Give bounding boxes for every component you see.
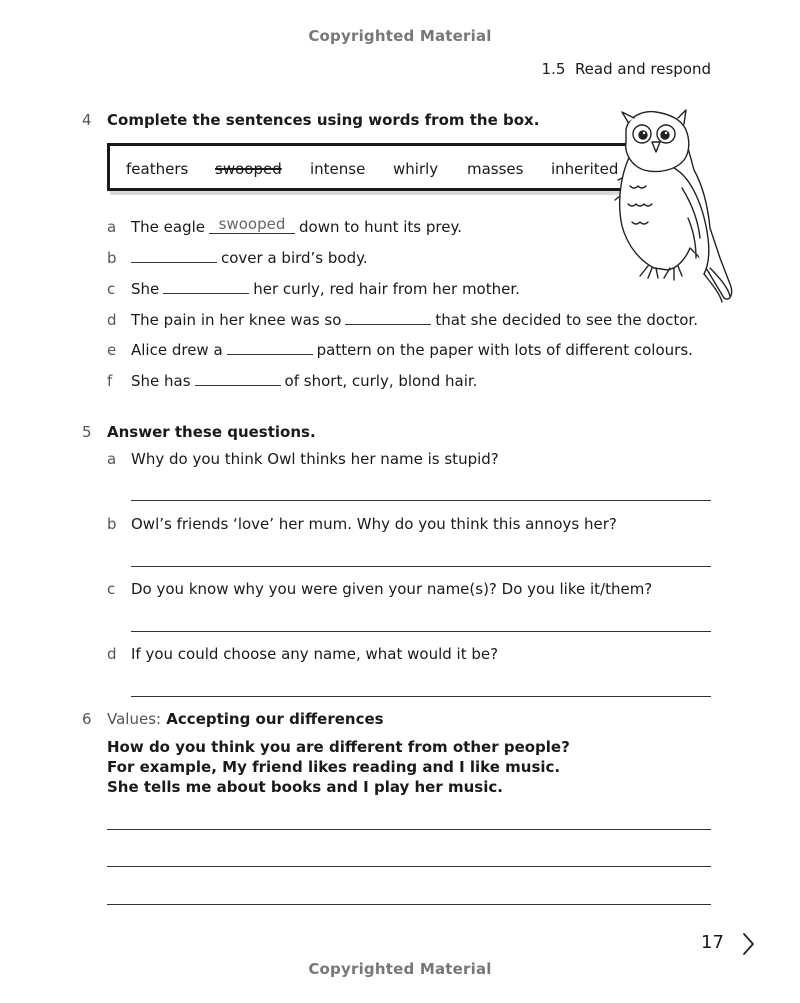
item-letter: e — [107, 341, 117, 359]
q6-prompt-line-3: She tells me about books and I play her music. — [107, 778, 503, 796]
answer-blank[interactable] — [195, 373, 281, 386]
item-letter: b — [107, 249, 117, 267]
question-4-number: 4 — [82, 111, 92, 129]
item-letter: f — [107, 372, 113, 390]
q4-sentence-e — [131, 341, 693, 359]
section-reference: 1.5 Read and respond — [541, 60, 711, 78]
sentence-text: She — [131, 280, 160, 298]
question-6-number: 6 — [82, 710, 92, 728]
question-6-heading — [107, 710, 384, 728]
values-label: Values: — [107, 710, 162, 728]
item-letter: c — [107, 580, 116, 598]
sentence-text: cover a bird’s body. — [221, 249, 368, 267]
q5-question-a: Why do you think Owl thinks her name is stupid? — [131, 450, 499, 468]
q4-sentence-b — [131, 249, 368, 267]
answer-line[interactable] — [131, 566, 711, 567]
answer-line[interactable] — [131, 696, 711, 697]
sentence-text: Alice drew a — [131, 341, 223, 359]
item-letter: a — [107, 218, 117, 236]
answer-blank[interactable] — [163, 281, 249, 294]
writing-line[interactable] — [107, 829, 711, 830]
word-feathers: feathers — [126, 160, 189, 178]
item-letter: d — [107, 645, 117, 663]
sentence-text: The eagle — [131, 218, 206, 236]
writing-line[interactable] — [107, 866, 711, 867]
sentence-text: that she decided to see the doctor. — [435, 311, 698, 329]
chevron-right-icon[interactable] — [740, 932, 756, 956]
word-inherited: inherited — [551, 160, 619, 178]
sentence-text: of short, curly, blond hair. — [284, 372, 478, 390]
values-title: Accepting our differences — [166, 710, 384, 728]
question-4-instruction: Complete the sentences using words from the box. — [107, 111, 540, 129]
q5-question-d: If you could choose any name, what would it be? — [131, 645, 499, 663]
question-5-number: 5 — [82, 423, 92, 441]
item-letter: b — [107, 515, 117, 533]
copyright-header: Copyrighted Material — [308, 27, 492, 45]
q4-sentence-c — [131, 280, 520, 298]
item-letter: d — [107, 311, 117, 329]
writing-line[interactable] — [107, 904, 711, 905]
sentence-text: down to hunt its prey. — [299, 218, 462, 236]
word-swooped: swooped — [215, 160, 282, 178]
sentence-text: She has — [131, 372, 191, 390]
q6-prompt-line-1: How do you think you are different from other people? — [107, 738, 570, 756]
answer-line[interactable] — [131, 500, 711, 501]
answer-blank[interactable] — [227, 342, 313, 355]
copyright-footer: Copyrighted Material — [308, 960, 492, 978]
owl-illustration — [612, 108, 737, 306]
word-intense: intense — [310, 160, 366, 178]
page-number: 17 — [701, 932, 724, 953]
sentence-text: The pain in her knee was so — [131, 311, 342, 329]
word-box — [107, 143, 647, 191]
q4-sentence-d — [131, 311, 698, 329]
item-letter: a — [107, 450, 117, 468]
q4-sentence-a — [131, 215, 462, 237]
answer-line[interactable] — [131, 631, 711, 632]
q4-sentence-f — [131, 372, 477, 390]
q5-question-c: Do you know why you were given your name(s)? Do you like it/them? — [131, 580, 653, 598]
sentence-text: pattern on the paper with lots of different colours. — [316, 341, 693, 359]
sentence-text: her curly, red hair from her mother. — [253, 280, 520, 298]
answer-swooped[interactable]: swooped — [209, 215, 295, 234]
q5-question-b: Owl’s friends ‘love’ her mum. Why do you think this annoys her? — [131, 515, 617, 533]
item-letter: c — [107, 280, 116, 298]
answer-blank[interactable] — [131, 250, 217, 263]
word-masses: masses — [467, 160, 524, 178]
word-whirly: whirly — [393, 160, 439, 178]
q6-prompt-line-2: For example, My friend likes reading and I like music. — [107, 758, 561, 776]
answer-blank[interactable] — [345, 312, 431, 325]
question-5-instruction: Answer these questions. — [107, 423, 316, 441]
